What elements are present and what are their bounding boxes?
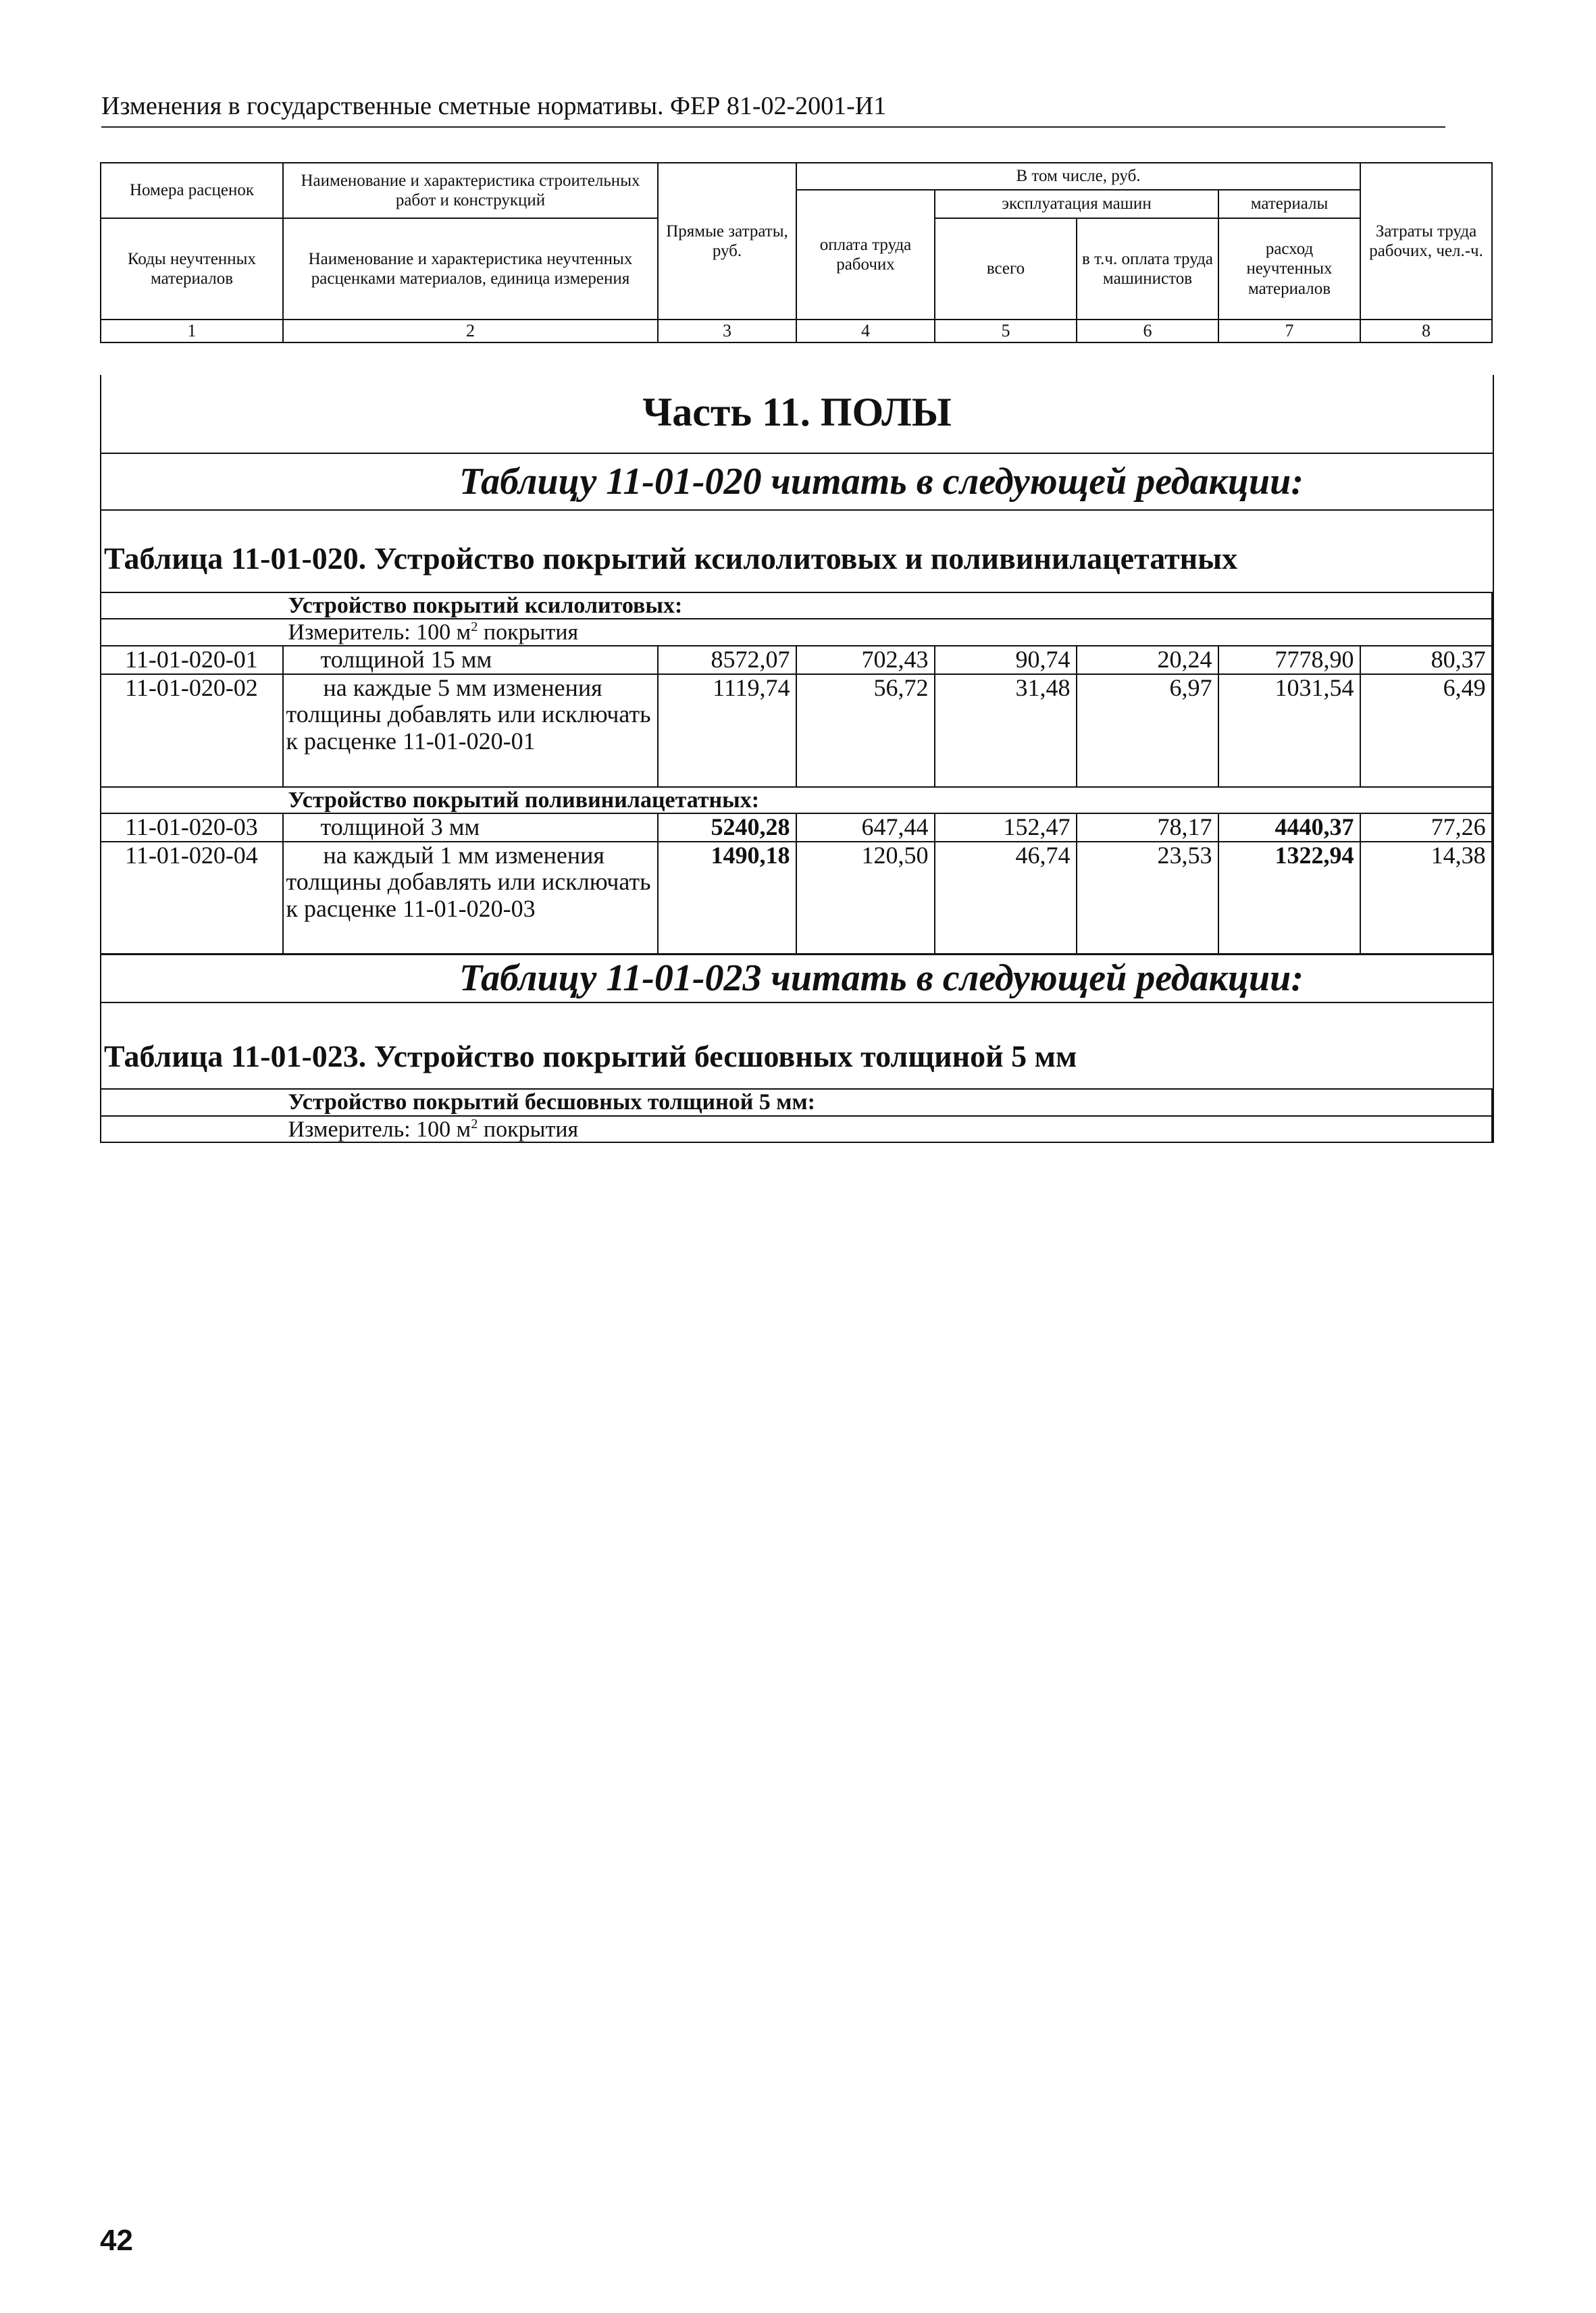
- rate-name: толщиной 3 мм: [283, 813, 658, 842]
- worker-pay: 120,50: [796, 842, 935, 955]
- header-labor-hours: Затраты труда рабочих, чел.-ч.: [1360, 163, 1492, 320]
- machinist-pay: 78,17: [1077, 813, 1218, 842]
- rates-table-020: [100, 592, 1493, 955]
- materials: 1322,94: [1218, 842, 1360, 955]
- machines-total: 90,74: [935, 646, 1077, 674]
- group-heading-seamless: Устройство покрытий бесшовных толщиной 5 мм:: [283, 1090, 1492, 1115]
- table-row: [101, 646, 1492, 674]
- rate-code: 11-01-020-01: [101, 646, 283, 674]
- machinist-pay: 6,97: [1077, 674, 1218, 787]
- page-number: 42: [100, 2224, 133, 2257]
- rate-name: на каждый 1 мм изменения толщины добавлять или исключать к расценке 11-01-020-03: [283, 842, 658, 955]
- column-number: 1: [101, 320, 283, 342]
- part-title: Часть 11. ПОЛЫ: [101, 375, 1493, 454]
- table-row: [101, 674, 1492, 787]
- header-material-consumption: расход неучтенных материалов: [1218, 218, 1360, 320]
- part-section: [100, 375, 1494, 1143]
- header-machine-operation: эксплуатация машин: [935, 190, 1218, 218]
- column-header-table: [100, 162, 1493, 343]
- header-material-name: Наименование и характеристика неучтенных расценками материалов, единица измерения: [283, 218, 658, 320]
- labor-hours: 6,49: [1360, 674, 1492, 787]
- group-heading-pva: Устройство покрытий поливинилацетатных:: [283, 787, 1492, 813]
- table-title-023: Таблица 11-01-023. Устройство покрытий бесшовных толщиной 5 мм: [101, 1003, 1493, 1090]
- worker-pay: 702,43: [796, 646, 935, 674]
- table-row: [101, 813, 1492, 842]
- column-number: 3: [658, 320, 796, 342]
- labor-hours: 14,38: [1360, 842, 1492, 955]
- worker-pay: 647,44: [796, 813, 935, 842]
- header-machines-total: всего: [935, 218, 1077, 320]
- direct-costs: 8572,07: [658, 646, 796, 674]
- column-number: 2: [283, 320, 658, 342]
- column-number: 4: [796, 320, 935, 342]
- rate-code: 11-01-020-04: [101, 842, 283, 955]
- rate-name: на каждые 5 мм изменения толщины добавлять или исключать к расценке 11-01-020-01: [283, 674, 658, 787]
- rate-name: толщиной 15 мм: [283, 646, 658, 674]
- machinist-pay: 20,24: [1077, 646, 1218, 674]
- machines-total: 31,48: [935, 674, 1077, 787]
- unit-of-measure: Измеритель: 100 $м^2$ покрытия: [283, 619, 1492, 646]
- worker-pay: 56,72: [796, 674, 935, 787]
- column-number: 6: [1077, 320, 1218, 342]
- machines-total: 152,47: [935, 813, 1077, 842]
- table-title-020: Таблица 11-01-020. Устройство покрытий ксилолитовых и поливинилацетатных: [104, 541, 1238, 576]
- document-header: Изменения в государственные сметные нормативы. ФЕР 81-02-2001-И1: [101, 91, 1445, 128]
- materials: 1031,54: [1218, 674, 1360, 787]
- header-materials: материалы: [1218, 190, 1360, 218]
- header-including-group: В том числе, руб.: [796, 163, 1360, 190]
- materials: 7778,90: [1218, 646, 1360, 674]
- table-row: [101, 842, 1492, 955]
- header-worker-pay: оплата труда рабочих: [796, 190, 935, 320]
- direct-costs: 5240,28: [658, 813, 796, 842]
- column-number: 5: [935, 320, 1077, 342]
- direct-costs: 1119,74: [658, 674, 796, 787]
- column-number: 7: [1218, 320, 1360, 342]
- rates-table-023: [100, 1090, 1493, 1143]
- header-direct-costs: Прямые затраты, руб.: [658, 163, 796, 320]
- revision-note-023: Таблицу 11-01-023 читать в следующей редакции:: [101, 953, 1493, 1003]
- header-machinist-pay: в т.ч. оплата труда машинистов: [1077, 218, 1218, 320]
- materials: 4440,37: [1218, 813, 1360, 842]
- labor-hours: 80,37: [1360, 646, 1492, 674]
- direct-costs: 1490,18: [658, 842, 796, 955]
- group-heading-xylolite: Устройство покрытий ксилолитовых:: [283, 592, 1492, 619]
- rate-code: 11-01-020-03: [101, 813, 283, 842]
- unit-of-measure: Измеритель: 100 $м^2$ покрытия: [283, 1116, 1492, 1143]
- header-work-name: Наименование и характеристика строительных работ и конструкций: [283, 163, 658, 218]
- column-number: 8: [1360, 320, 1492, 342]
- machinist-pay: 23,53: [1077, 842, 1218, 955]
- header-material-codes: Коды неучтенных материалов: [101, 218, 283, 320]
- rate-code: 11-01-020-02: [101, 674, 283, 787]
- header-rate-numbers: Номера расценок: [101, 163, 283, 218]
- machines-total: 46,74: [935, 842, 1077, 955]
- labor-hours: 77,26: [1360, 813, 1492, 842]
- revision-note-020: Таблицу 11-01-020 читать в следующей редакции:: [101, 454, 1493, 511]
